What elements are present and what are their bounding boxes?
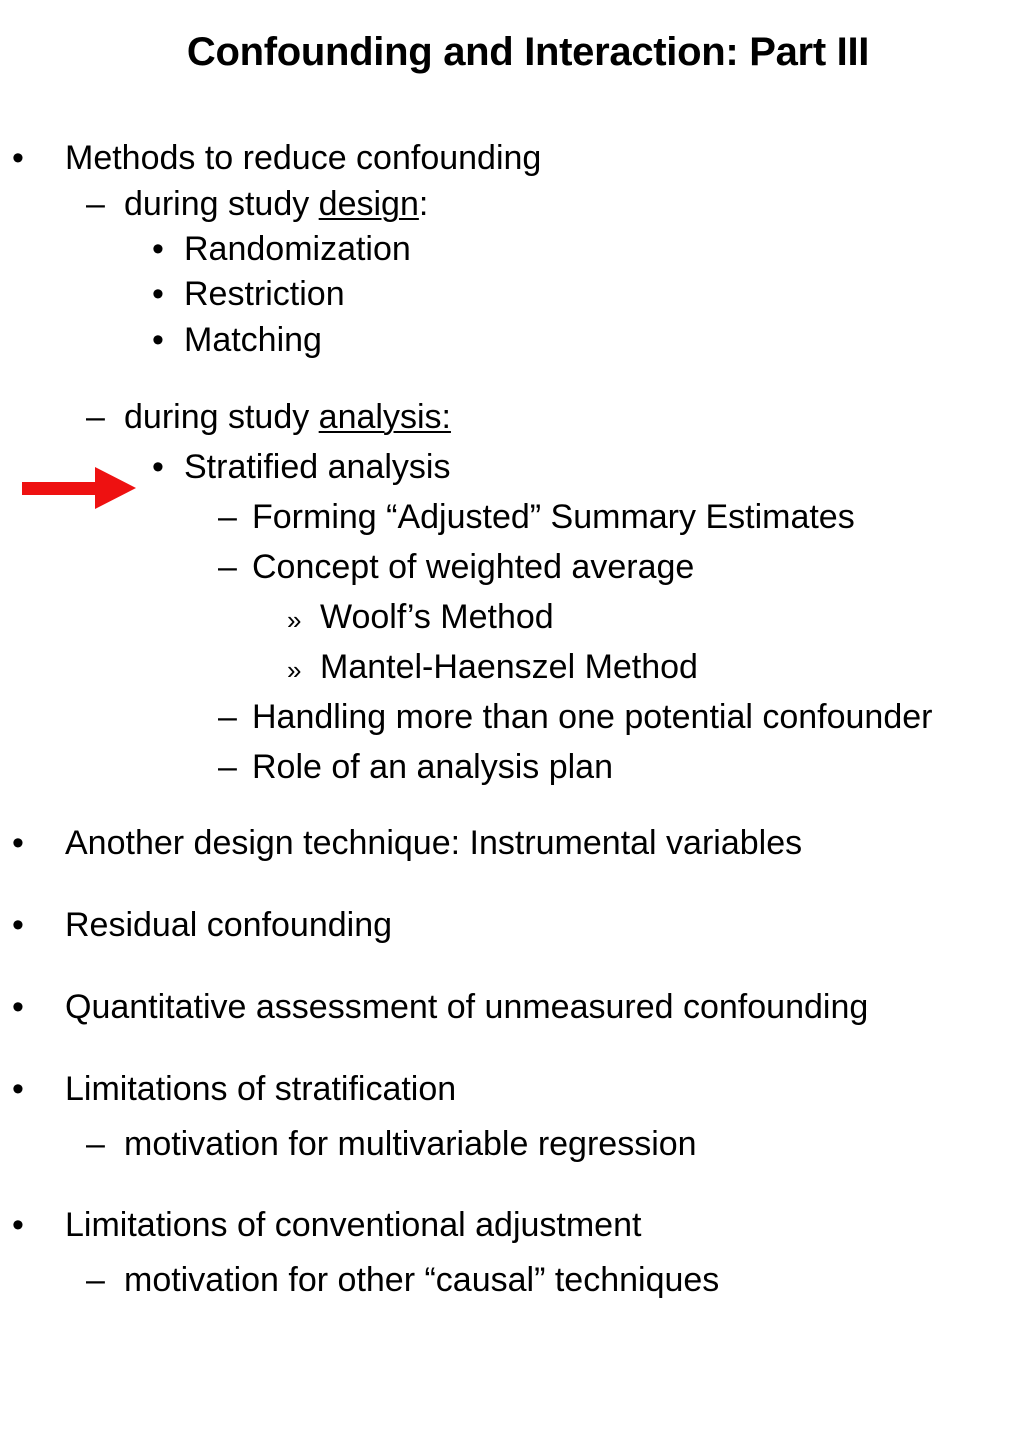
dash-marker: – <box>86 185 105 223</box>
list-item-during-analysis: during study analysis: <box>124 398 451 436</box>
bullet-marker: • <box>12 988 24 1026</box>
list-item-woolf: Woolf’s Method <box>320 598 554 636</box>
list-item-mantel-haenszel: Mantel-Haenszel Method <box>320 648 698 686</box>
bullet-marker: • <box>12 139 24 177</box>
dash-marker: – <box>86 398 105 436</box>
red-arrow-icon <box>22 467 138 511</box>
list-item-adjusted-estimates: Forming “Adjusted” Summary Estimates <box>252 498 855 536</box>
bullet-marker: • <box>12 1206 24 1244</box>
list-item-multiple-confounders: Handling more than one potential confounder <box>252 698 933 736</box>
bullet-marker: • <box>152 275 164 313</box>
dash-marker: – <box>218 548 237 586</box>
list-item-randomization: Randomization <box>184 230 411 268</box>
list-item-multivariable-regression: motivation for multivariable regression <box>124 1125 697 1163</box>
bullet-marker: • <box>152 230 164 268</box>
dash-marker: – <box>86 1261 105 1299</box>
dash-marker: – <box>218 748 237 786</box>
dash-marker: – <box>86 1125 105 1163</box>
bullet-marker: • <box>12 1070 24 1108</box>
list-item-causal-techniques: motivation for other “causal” techniques <box>124 1261 720 1299</box>
list-item-matching: Matching <box>184 321 322 359</box>
list-item-quantitative-assessment: Quantitative assessment of unmeasured confounding <box>65 988 869 1026</box>
dash-marker: – <box>218 698 237 736</box>
slide-title: Confounding and Interaction: Part III <box>186 30 870 74</box>
list-item-restriction: Restriction <box>184 275 345 313</box>
list-item-instrumental-variables: Another design technique: Instrumental variables <box>65 824 803 862</box>
list-item-limitations-stratification: Limitations of stratification <box>65 1070 457 1108</box>
list-item-analysis-plan: Role of an analysis plan <box>252 748 614 786</box>
list-item-limitations-adjustment: Limitations of conventional adjustment <box>65 1206 642 1244</box>
dash-marker: – <box>218 498 237 536</box>
list-item-stratified-analysis: Stratified analysis <box>184 448 451 486</box>
list-item-during-design: during study design: <box>124 185 429 223</box>
chevron-marker: » <box>287 605 302 635</box>
bullet-marker: • <box>152 448 164 486</box>
bullet-marker: • <box>152 321 164 359</box>
bullet-marker: • <box>12 906 24 944</box>
list-item-weighted-average: Concept of weighted average <box>252 548 695 586</box>
chevron-marker: » <box>287 655 302 685</box>
list-item-methods: Methods to reduce confounding <box>65 139 542 177</box>
list-item-residual-confounding: Residual confounding <box>65 906 393 944</box>
bullet-marker: • <box>12 824 24 862</box>
